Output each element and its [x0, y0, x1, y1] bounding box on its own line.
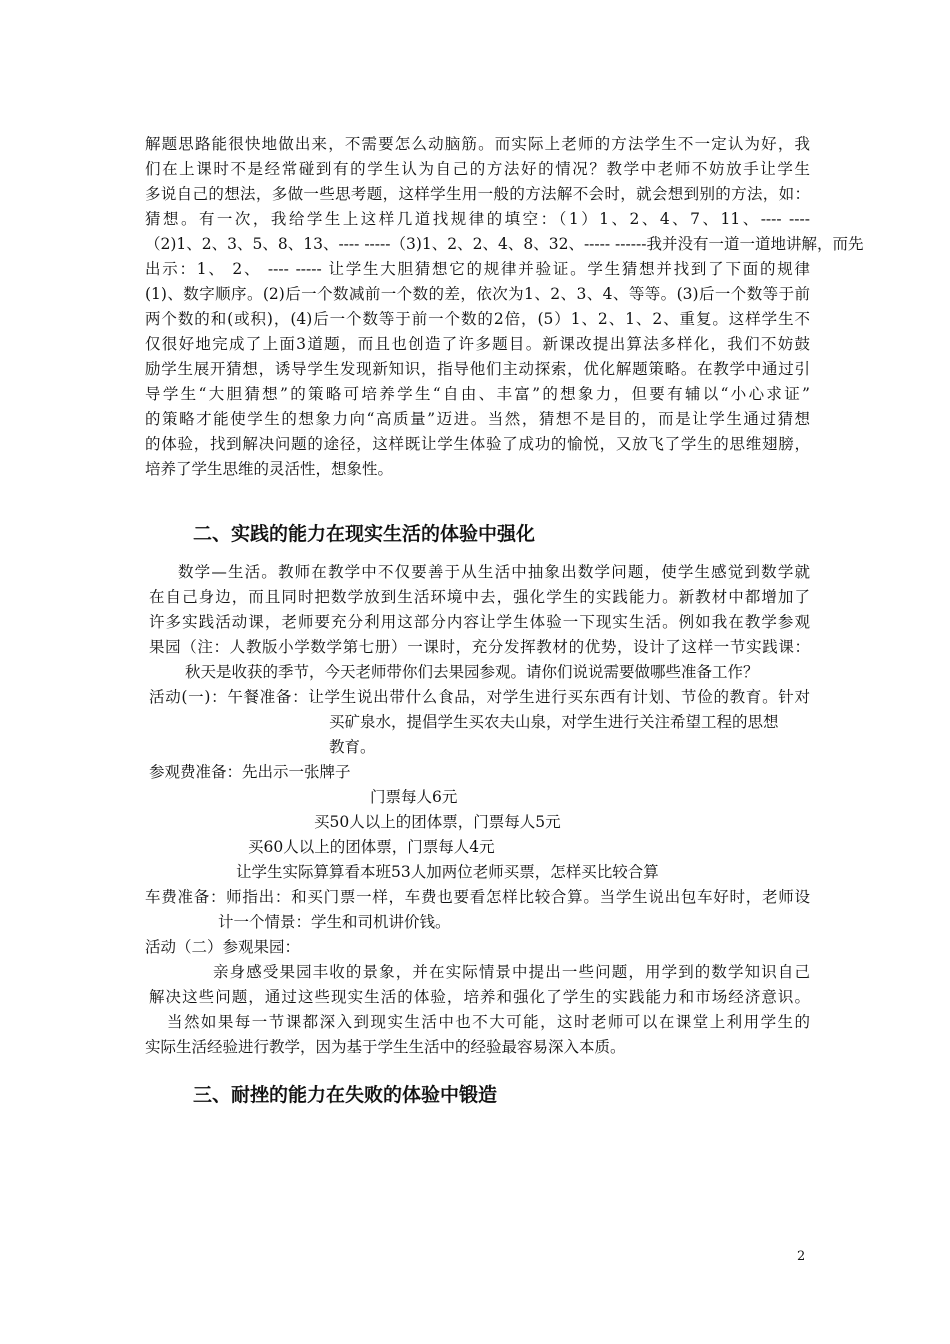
- text-line: 出示：1、 2、 ---- ----- 让学生大胆猜想它的规律并验证。学生猜想并找到了下面的规律: [145, 260, 810, 278]
- text-line: 果园（注：人教版小学数学第七册）一课时，充分发挥教材的优势，设计了这样一节实践课：: [149, 638, 810, 656]
- text-line: 教育。: [329, 738, 376, 756]
- page-number: 2: [797, 1249, 806, 1264]
- section-heading-practice: 二、实践的能力在现实生活的体验中强化: [193, 523, 536, 545]
- text-line: 买矿泉水，提倡学生买农夫山泉，对学生进行关注希望工程的思想: [329, 713, 779, 731]
- text-line: 许多实践活动课，老师要充分利用这部分内容让学生体验一下现实生活。例如我在教学参观: [149, 613, 810, 631]
- text-line: 解题思路能很快地做出来，不需要怎么动脑筋。而实际上老师的方法学生不一定认为好，我: [145, 135, 810, 153]
- text-line: 培养了学生思维的灵活性，想象性。: [145, 460, 394, 478]
- text-line: (1)、数字顺序。(2)后一个数减前一个数的差，依次为1、2、3、4、等等。(3)后一个数等于前: [145, 285, 810, 303]
- bus-prep: 车费准备：师指出：和买门票一样，车费也要看怎样比较合算。当学生说出包车好时，老师设: [145, 888, 810, 906]
- text-line: 在自己身边，而且同时把数学放到生活环境中去，强化学生的实践能力。新教材中都增加了: [149, 588, 810, 606]
- text-line: 两个数的和(或积)，(4)后一个数等于前一个数的2倍，(5）1、2、1、2、重复。这样学生不: [145, 310, 810, 328]
- text-line: 猜想。有一次，我给学生上这样几道找规律的填空：（1）1、2、4、7、11、---- ----: [145, 210, 810, 228]
- text-line: 励学生展开猜想，诱导学生发现新知识，指导他们主动探索，优化解题策略。在教学中通过引: [145, 360, 810, 378]
- text-line: 秋天是收获的季节，今天老师带你们去果园参观。请你们说说需要做哪些准备工作？: [185, 663, 759, 681]
- ticket-price-line: 买50人以上的团体票，门票每人5元: [314, 813, 561, 831]
- text-line: 当然如果每一节课都深入到现实生活中也不大可能，这时老师可以在课堂上利用学生的: [167, 1013, 810, 1031]
- activity-one-lunch: 活动(一)：午餐准备：让学生说出带什么食品，对学生进行买东西有计划、节俭的教育。针对: [149, 688, 810, 706]
- text-line: 们在上课时不是经常碰到有的学生认为自己的方法好的情况？教学中老师不妨放手让学生: [145, 160, 810, 178]
- text-line: 实际生活经验进行教学，因为基于学生生活中的经验最容易深入本质。: [145, 1038, 626, 1056]
- ticket-question: 让学生实际算算看本班53人加两位老师买票，怎样买比较合算: [236, 863, 659, 881]
- ticket-price-line: 买60人以上的团体票，门票每人4元: [248, 838, 495, 856]
- ticket-price-line: 门票每人6元: [370, 788, 458, 806]
- text-line: 的体验，找到解决问题的途径，这样既让学生体验了成功的愉悦，又放飞了学生的思维翅膀，: [145, 435, 810, 453]
- text-line: 的策略才能使学生的想象力向“高质量”迈进。当然，猜想不是目的，而是让学生通过猜想: [145, 410, 810, 428]
- text-line: （2)1、2、3、5、8、13、---- -----（3)1、2、2、4、8、32、----- ------我并没有一道一道地讲解，而先: [145, 235, 864, 253]
- text-line: 亲身感受果园丰收的景象，并在实际情景中提出一些问题，用学到的数学知识自己: [213, 963, 810, 981]
- text-line: 数学—生活。教师在教学中不仅要善于从生活中抽象出数学问题，使学生感觉到数学就: [178, 563, 810, 581]
- activity-two: 活动（二）参观果园：: [145, 938, 301, 956]
- text-line: 计一个情景：学生和司机讲价钱。: [218, 913, 451, 931]
- text-line: 多说自己的想法，多做一些思考题，这样学生用一般的方法解不会时，就会想到别的方法，如：: [145, 185, 810, 203]
- fee-prep: 参观费准备：先出示一张牌子: [149, 763, 351, 781]
- text-line: 仅很好地完成了上面3道题，而且也创造了许多题目。新课改提出算法多样化，我们不妨鼓: [145, 335, 810, 353]
- section-heading-resilience: 三、耐挫的能力在失败的体验中锻造: [193, 1084, 498, 1106]
- text-line: 导学生“大胆猜想”的策略可培养学生“自由、丰富”的想象力，但要有辅以“小心求证”: [145, 385, 810, 403]
- text-line: 解决这些问题，通过这些现实生活的体验，培养和强化了学生的实践能力和市场经济意识。: [149, 988, 810, 1006]
